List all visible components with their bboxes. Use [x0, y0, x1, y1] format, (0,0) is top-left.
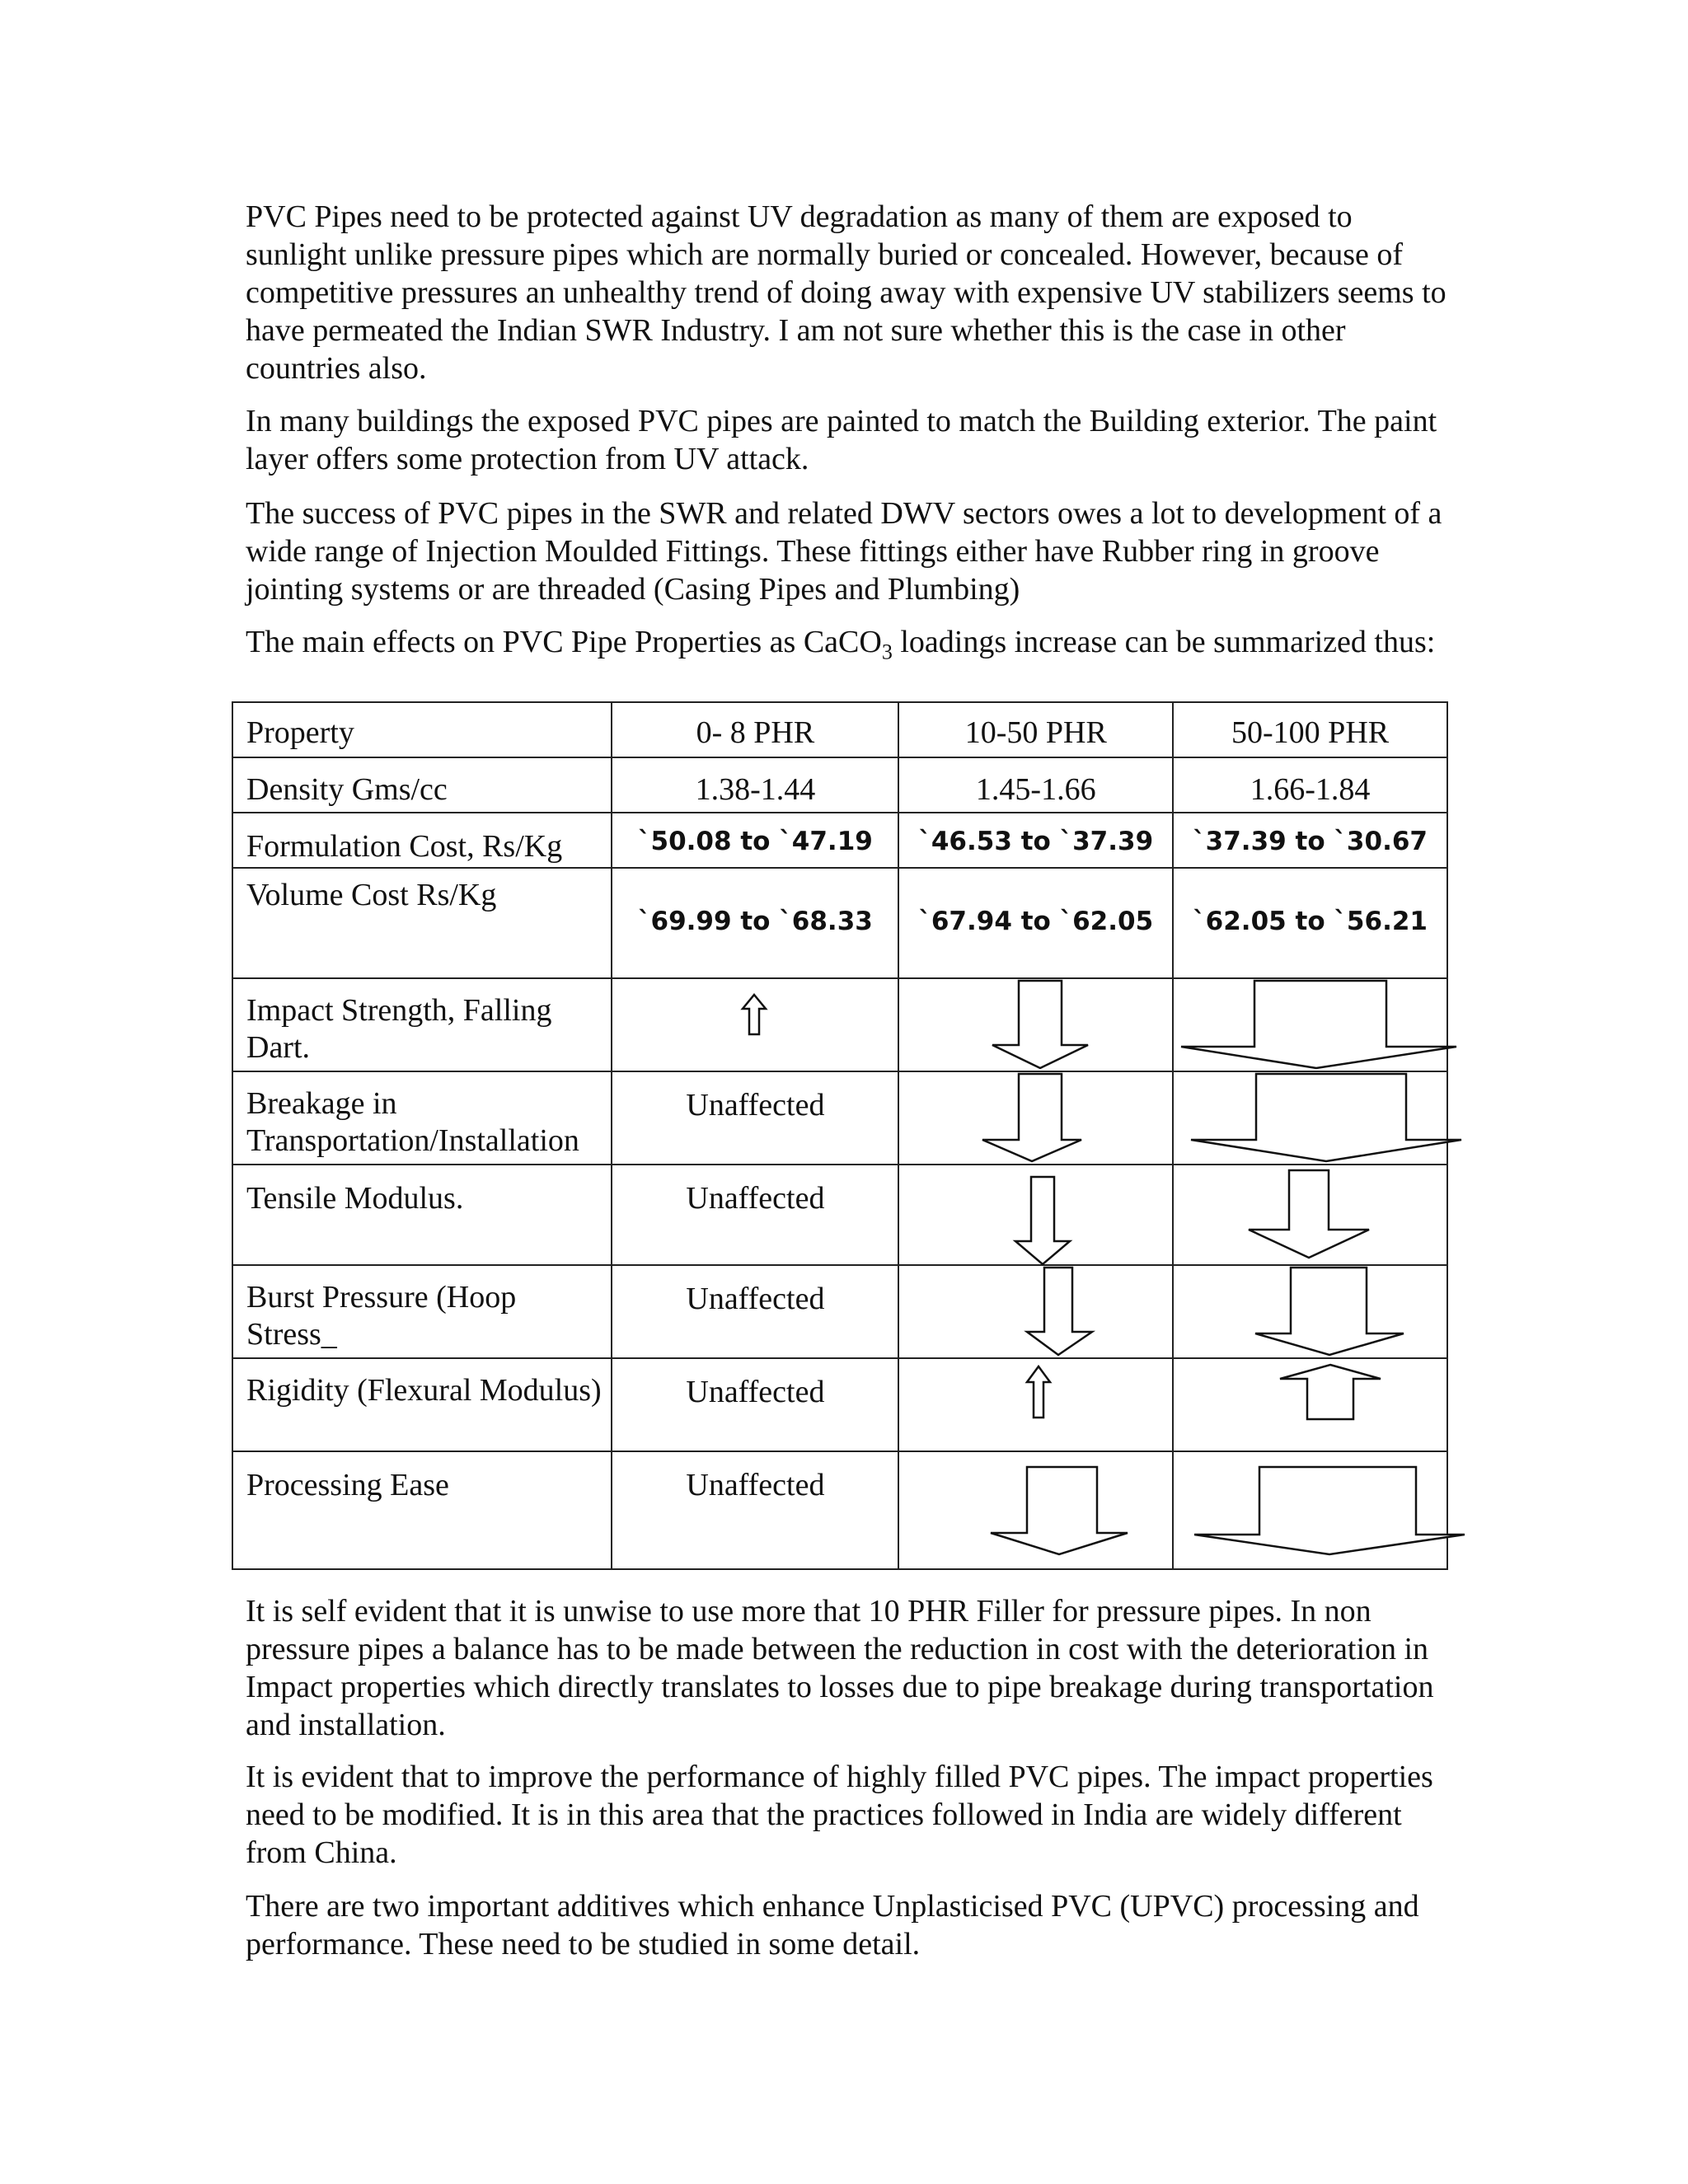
down-arrow-icon — [1190, 1074, 1462, 1163]
burst-0-8: Unaffected — [612, 1265, 898, 1358]
breakage-50-100-cell — [1173, 1071, 1447, 1165]
down-arrow-icon — [1015, 1177, 1071, 1266]
burst-50-100-cell — [1173, 1265, 1447, 1358]
paragraph-table-intro — [246, 623, 1449, 664]
tensile-0-8: Unaffected — [612, 1165, 898, 1265]
down-arrow-icon — [982, 1074, 1082, 1163]
rigidity-10-50-cell — [898, 1358, 1173, 1451]
density-50-100: 1.66-1.84 — [1173, 757, 1447, 813]
tensile-10-50-cell — [898, 1165, 1173, 1265]
formulation-cost-0-8: `50.08 to `47.19 — [612, 813, 898, 868]
impact-strength-label: Impact Strength, Falling Dart. — [232, 978, 612, 1071]
processing-50-100-cell — [1173, 1451, 1447, 1569]
tensile-50-100-cell — [1173, 1165, 1447, 1265]
burst-pressure-label: Burst Pressure (Hoop Stress_ — [232, 1265, 612, 1358]
header-property: Property — [232, 702, 612, 757]
impact-10-50-cell — [898, 978, 1173, 1071]
volume-cost-label: Volume Cost Rs/Kg — [232, 868, 612, 978]
burst-10-50-cell — [898, 1265, 1173, 1358]
paragraph-painted-pipes: In many buildings the exposed PVC pipes are painted to match the Building exterior. The paint layer offers some protection from UV attack. — [246, 404, 1437, 476]
down-arrow-icon — [992, 981, 1089, 1070]
down-arrow-icon — [990, 1467, 1128, 1556]
header-50-100-phr: 50-100 PHR — [1173, 702, 1447, 757]
table-row-formulation-cost — [232, 813, 1447, 868]
table-row-breakage — [232, 1071, 1447, 1165]
tensile-modulus-label: Tensile Modulus. — [232, 1165, 612, 1265]
volume-cost-10-50: `67.94 to `62.05 — [898, 868, 1173, 978]
intro-text-part2: loadings increase can be summarized thus: — [892, 625, 1436, 659]
processing-0-8: Unaffected — [612, 1451, 898, 1569]
caco3-subscript: 3 — [881, 640, 893, 664]
processing-10-50-cell — [898, 1451, 1173, 1569]
table-row-burst-pressure — [232, 1265, 1447, 1358]
down-arrow-icon — [1254, 1268, 1404, 1357]
paragraph-pressure-pipe-filler: It is self evident that it is unwise to use more that 10 PHR Filler for pressure pipes. In non pressure pipes a balance has to be made between the reduction in cost with the deterioration in Impact properties which directly translates to losses due to pipe breakage during transportation and installation. — [246, 1594, 1434, 1742]
table-row-impact-strength — [232, 978, 1447, 1071]
table-row-density — [232, 757, 1447, 813]
down-arrow-icon — [1248, 1170, 1370, 1259]
paragraph-upvc-additives: There are two important additives which enhance Unplasticised PVC (UPVC) processing and performance. These need to be studied in some detail. — [246, 1889, 1419, 1961]
intro-text-part1: The main effects on PVC Pipe Properties as CaCO — [246, 625, 882, 659]
header-10-50-phr: 10-50 PHR — [898, 702, 1173, 757]
processing-ease-label: Processing Ease — [232, 1451, 612, 1569]
down-arrow-icon — [1026, 1268, 1104, 1357]
table-row-header — [232, 702, 1447, 757]
formulation-cost-50-100: `37.39 to `30.67 — [1173, 813, 1447, 868]
table-row-tensile-modulus — [232, 1165, 1447, 1265]
paragraph-impact-modification: It is evident that to improve the performance of highly filled PVC pipes. The impact properties need to be modified. It is in this area that the practices followed in India are widely different from China. — [246, 1760, 1433, 1870]
rigidity-0-8: Unaffected — [612, 1358, 898, 1451]
breakage-label: Breakage in Transportation/Installation — [232, 1071, 612, 1165]
down-arrow-icon — [1180, 981, 1457, 1070]
impact-50-100-cell — [1173, 978, 1447, 1071]
density-label: Density Gms/cc — [232, 757, 612, 813]
density-10-50: 1.45-1.66 — [898, 757, 1173, 813]
rigidity-50-100-cell — [1173, 1358, 1447, 1451]
density-0-8: 1.38-1.44 — [612, 757, 898, 813]
table-row-processing-ease — [232, 1451, 1447, 1569]
formulation-cost-10-50: `46.53 to `37.39 — [898, 813, 1173, 868]
breakage-0-8: Unaffected — [612, 1071, 898, 1165]
formulation-cost-label: Formulation Cost, Rs/Kg — [232, 813, 612, 868]
paragraph-uv-degradation: PVC Pipes need to be protected against UV degradation as many of them are exposed to sunlight unlike pressure pipes which are normally buried or concealed. However, because of competitive pressures an unhealthy trend of doing away with expensive UV stabilizers seems to have permeated the Indian SWR Industry. I am not sure whether this is the case in other countries also. — [246, 199, 1447, 386]
properties-table — [232, 701, 1448, 1570]
breakage-10-50-cell — [898, 1071, 1173, 1165]
down-arrow-icon — [1193, 1467, 1465, 1556]
impact-0-8-cell — [612, 978, 898, 1071]
table-row-rigidity — [232, 1358, 1447, 1451]
paragraph-injection-fittings: The success of PVC pipes in the SWR and related DWV sectors owes a lot to development of a wide range of Injection Moulded Fittings. These fittings either have Rubber ring in groove jointing systems or are threaded (Casing Pipes and Plumbing) — [246, 496, 1442, 607]
rigidity-label: Rigidity (Flexural Modulus) — [232, 1358, 612, 1451]
up-arrow-icon — [742, 994, 767, 1035]
up-arrow-icon — [1026, 1366, 1051, 1418]
volume-cost-50-100: `62.05 to `56.21 — [1173, 868, 1447, 978]
up-arrow-icon — [1279, 1364, 1381, 1420]
header-0-8-phr: 0- 8 PHR — [612, 702, 898, 757]
table-row-volume-cost — [232, 868, 1447, 978]
volume-cost-0-8: `69.99 to `68.33 — [612, 868, 898, 978]
